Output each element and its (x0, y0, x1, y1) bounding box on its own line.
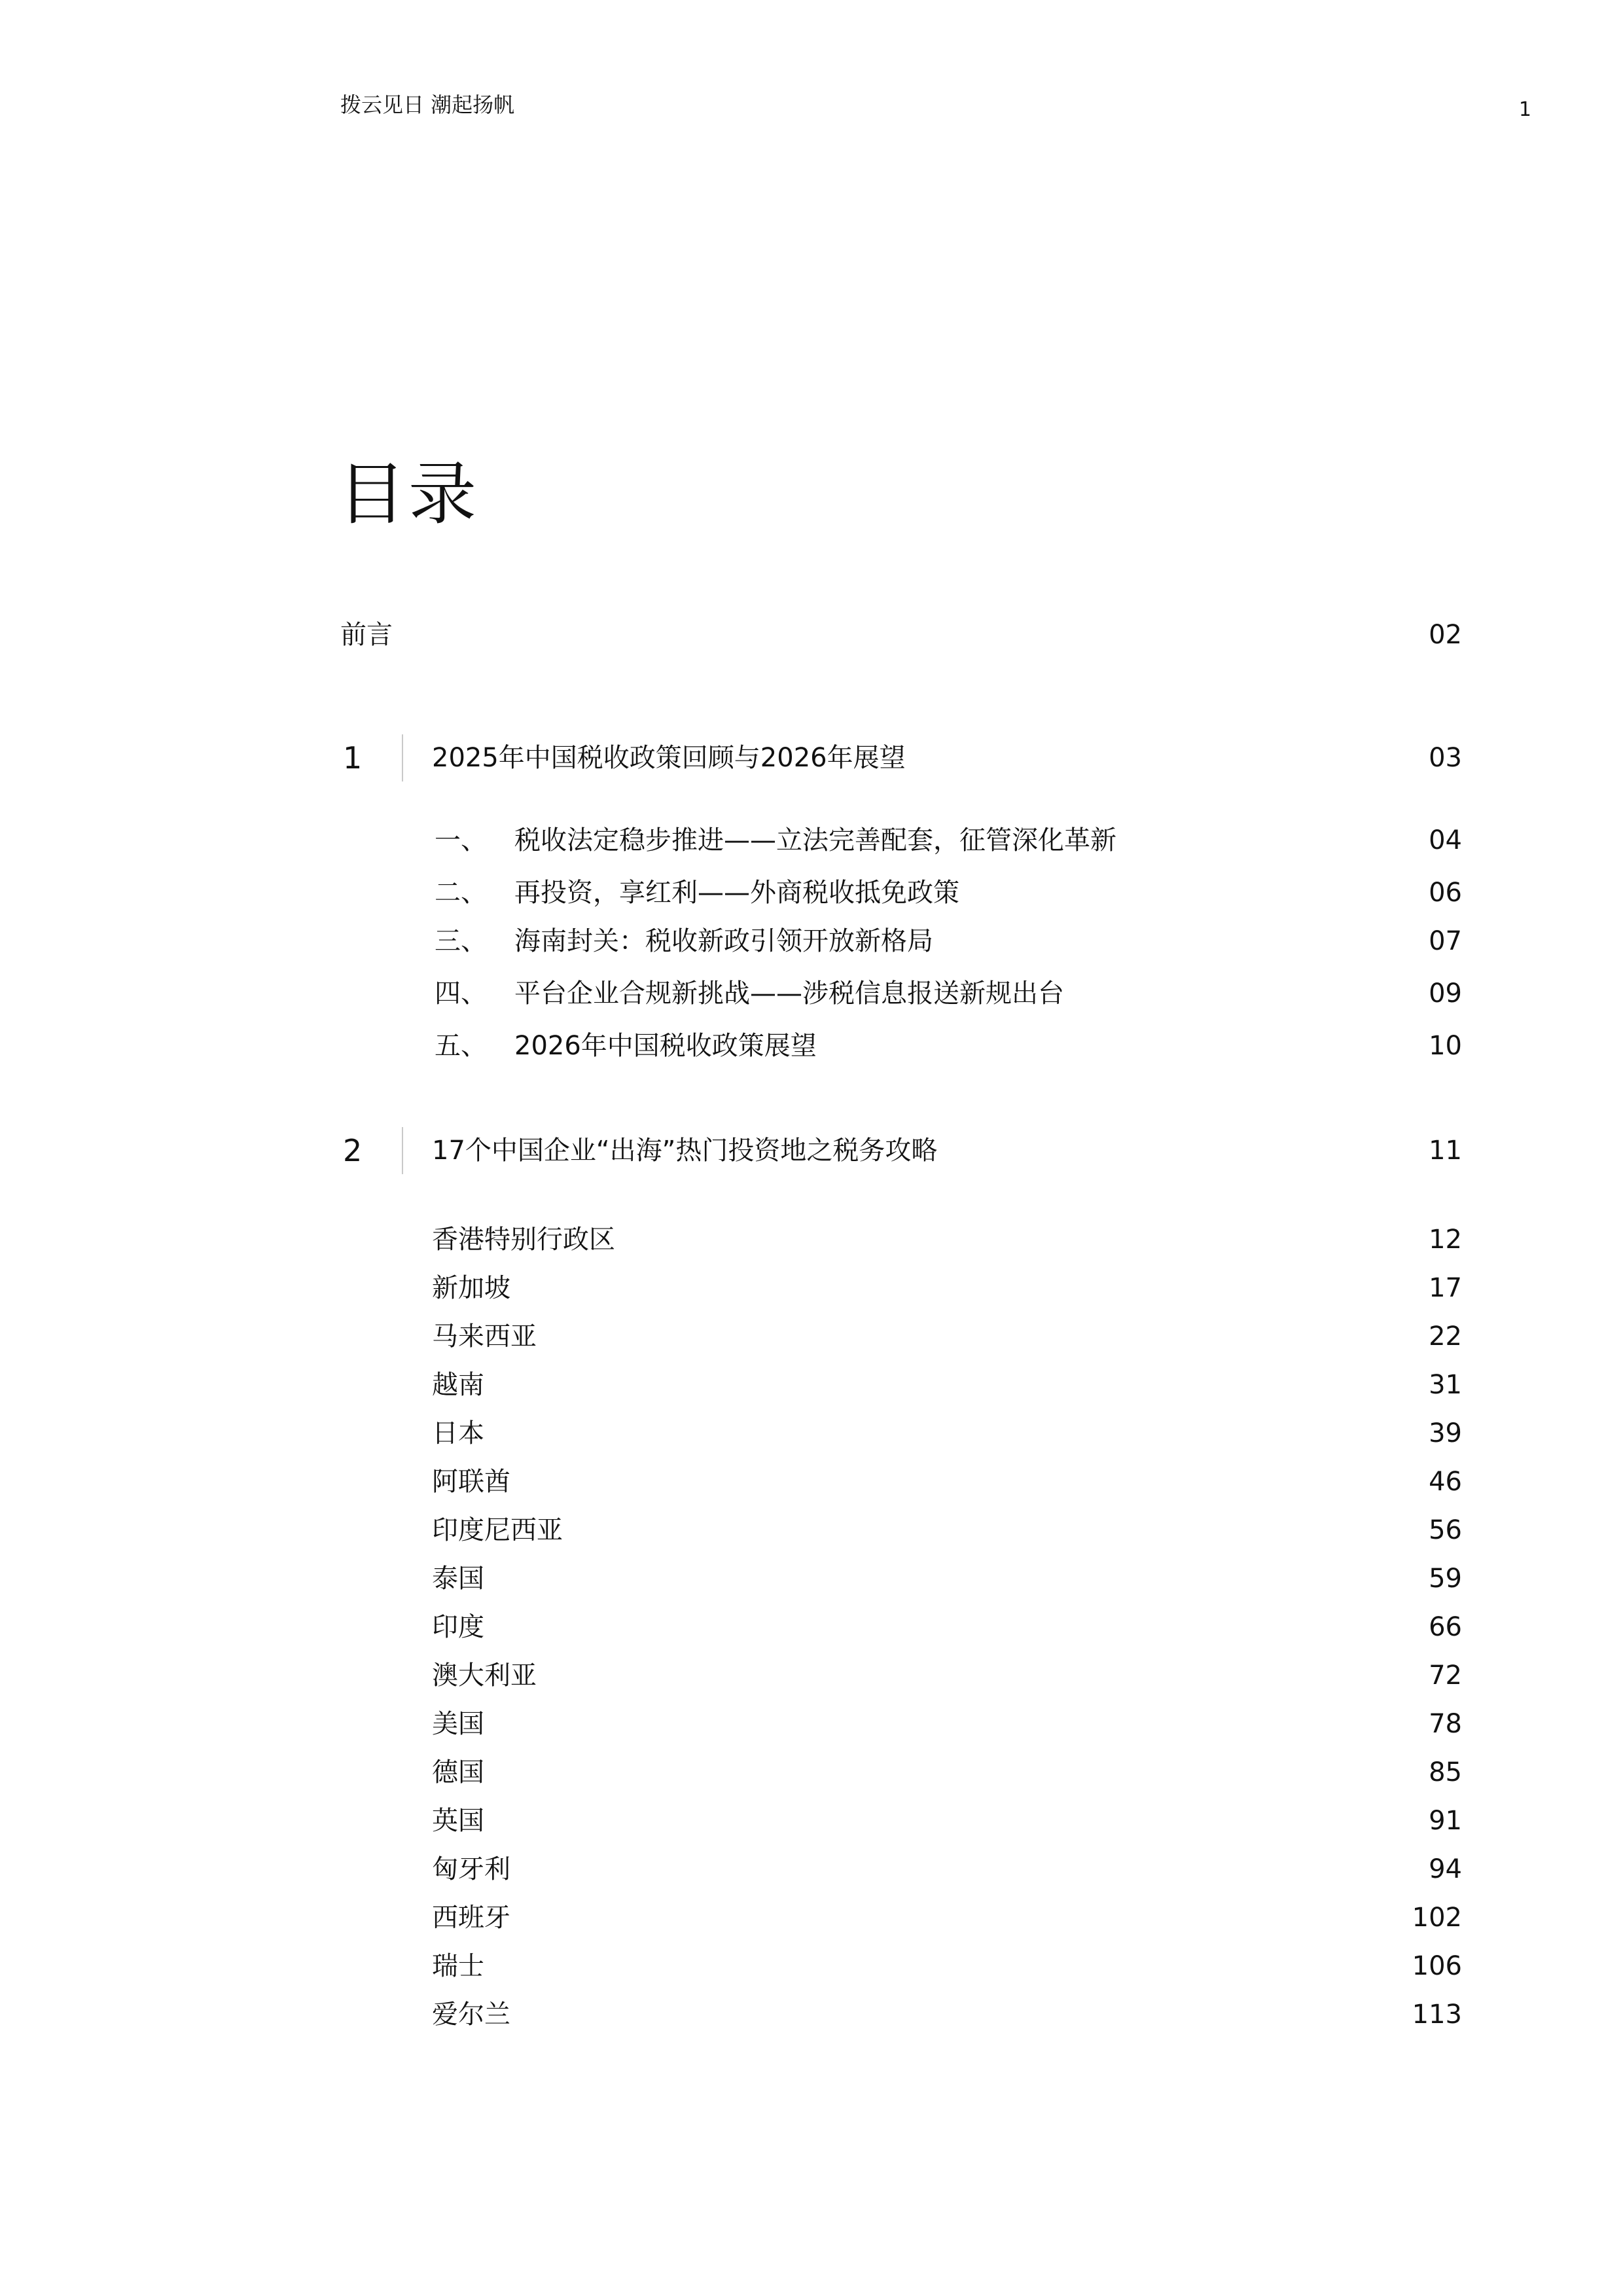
toc-entry-label: 再投资，享红利——外商税收抵免政策 (514, 878, 959, 908)
toc-entry-page: 113 (1412, 2000, 1462, 2030)
toc-entry-label: 越南 (432, 1370, 484, 1400)
toc-entry[interactable] (0, 1220, 1623, 1259)
toc-entry[interactable] (0, 1365, 1623, 1405)
toc-entry-label: 泰国 (432, 1564, 484, 1594)
toc-entry-page: 85 (1429, 1757, 1462, 1787)
toc-entry-page: 94 (1429, 1854, 1462, 1884)
toc-entry-label: 英国 (432, 1806, 484, 1836)
toc-entry-label: 2026年中国税收政策展望 (514, 1031, 817, 1061)
toc-entry-page: 59 (1429, 1564, 1462, 1594)
toc-entry[interactable] (0, 1898, 1623, 1937)
section-number: 1 (343, 740, 363, 776)
toc-entry[interactable] (0, 1317, 1623, 1356)
toc-entry-label: 印度 (432, 1612, 484, 1642)
toc-entry[interactable] (0, 974, 1623, 1013)
toc-entry[interactable] (0, 1850, 1623, 1889)
toc-entry-page: 09 (1429, 978, 1462, 1009)
toc-entry[interactable] (0, 1946, 1623, 1986)
section-divider (402, 1127, 403, 1174)
toc-entry-page: 22 (1429, 1321, 1462, 1352)
toc-entry-label: 日本 (432, 1418, 484, 1448)
toc-entry-label: 平台企业合规新挑战——涉税信息报送新规出台 (514, 978, 1064, 1009)
toc-entry-page: 102 (1412, 1903, 1462, 1933)
toc-entry-label: 爱尔兰 (432, 2000, 510, 2030)
toc-entry-label: 德国 (432, 1757, 484, 1787)
toc-entry-marker: 三、 (435, 926, 487, 956)
toc-entry-label: 香港特别行政区 (432, 1225, 615, 1255)
toc-entry[interactable] (0, 1607, 1623, 1647)
section-title: 17个中国企业“出海”热门投资地之税务攻略 (432, 1136, 938, 1166)
toc-entry-label: 税收法定稳步推进——立法完善配套，征管深化革新 (514, 825, 1116, 855)
toc-entry-page: 17 (1429, 1273, 1462, 1303)
section-page: 03 (1429, 743, 1462, 773)
toc-entry-page: 06 (1429, 878, 1462, 908)
toc-entry[interactable] (0, 1511, 1623, 1550)
toc-entry-label: 澳大利亚 (432, 1660, 537, 1691)
page-number: 1 (1518, 98, 1531, 121)
toc-entry-marker: 二、 (435, 878, 487, 908)
toc-heading: 目录 (338, 454, 480, 534)
section-divider (402, 734, 403, 781)
toc-entry-page: 10 (1429, 1031, 1462, 1061)
toc-entry[interactable] (0, 1753, 1623, 1792)
toc-entry[interactable] (0, 1801, 1623, 1840)
toc-entry[interactable] (0, 873, 1623, 912)
toc-entry-page: 46 (1429, 1467, 1462, 1497)
toc-entry-label: 印度尼西亚 (432, 1515, 563, 1545)
toc-entry-marker: 一、 (435, 825, 487, 855)
section-title: 2025年中国税收政策回顾与2026年展望 (432, 743, 906, 773)
toc-entry[interactable] (0, 1268, 1623, 1308)
toc-entry-label: 前言 (340, 620, 393, 650)
toc-entry[interactable] (0, 1704, 1623, 1744)
toc-entry-page: 12 (1429, 1225, 1462, 1255)
toc-entry-marker: 五、 (435, 1031, 487, 1061)
toc-entry[interactable] (0, 1656, 1623, 1695)
toc-entry-page: 07 (1429, 926, 1462, 956)
toc-entry[interactable] (0, 821, 1623, 860)
running-header-title: 拨云见日 潮起扬帆 (340, 92, 515, 117)
toc-entry-page: 106 (1412, 1951, 1462, 1981)
toc-entry-page: 91 (1429, 1806, 1462, 1836)
toc-entry-page: 04 (1429, 825, 1462, 855)
toc-entry[interactable] (0, 1414, 1623, 1453)
toc-entry-marker: 四、 (435, 978, 487, 1009)
toc-entry-label: 阿联酋 (432, 1467, 510, 1497)
toc-entry[interactable] (0, 1462, 1623, 1501)
toc-entry-label: 匈牙利 (432, 1854, 510, 1884)
toc-section-2[interactable] (0, 1131, 1623, 1170)
toc-entry-label: 西班牙 (432, 1903, 510, 1933)
toc-entry-label: 新加坡 (432, 1273, 510, 1303)
toc-entry-page: 78 (1429, 1709, 1462, 1739)
toc-entry-page: 31 (1429, 1370, 1462, 1400)
toc-entry[interactable] (0, 1995, 1623, 2034)
toc-entry-label: 马来西亚 (432, 1321, 537, 1352)
toc-entry-page: 39 (1429, 1418, 1462, 1448)
toc-entry-page: 56 (1429, 1515, 1462, 1545)
toc-entry[interactable] (0, 922, 1623, 961)
section-page: 11 (1429, 1136, 1462, 1166)
toc-entry-label: 海南封关：税收新政引领开放新格局 (514, 926, 933, 956)
toc-entry-label: 瑞士 (432, 1951, 484, 1981)
toc-entry[interactable] (0, 1026, 1623, 1066)
section-number: 2 (343, 1133, 363, 1168)
toc-entry-page: 02 (1429, 620, 1462, 650)
toc-entry-page: 66 (1429, 1612, 1462, 1642)
toc-entry-preface[interactable] (0, 615, 1623, 655)
toc-entry[interactable] (0, 1559, 1623, 1598)
toc-entry-label: 美国 (432, 1709, 484, 1739)
toc-entry-page: 72 (1429, 1660, 1462, 1691)
toc-section-1[interactable] (0, 738, 1623, 778)
